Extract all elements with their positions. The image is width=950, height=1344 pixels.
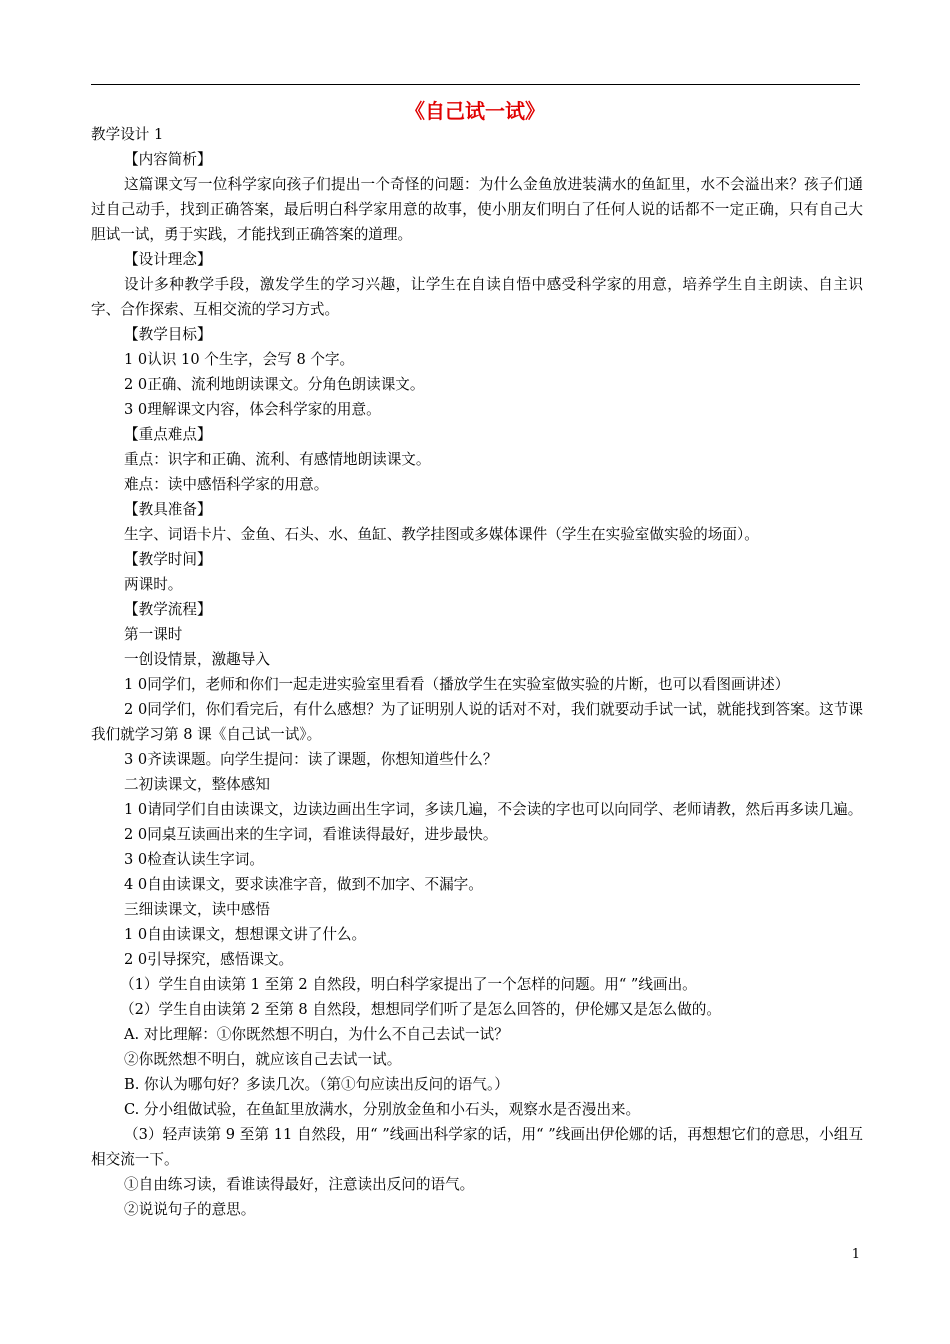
lesson-label: 第一课时 [124, 626, 183, 643]
step-item: 2 0同桌互读画出来的生字词，看谁读得最好，进步最快。 [124, 826, 498, 843]
sub-step-item: ②你既然想不明白，就应该自己去试一试。 [124, 1051, 402, 1068]
heading-teaching-time: 【教学时间】 [124, 551, 212, 568]
sub-step-item: ①自由练习读，看谁读得最好，注意读出反问的语气。 [124, 1176, 475, 1193]
step-heading: 三细读课文，读中感悟 [124, 901, 270, 918]
step-item: 2 0引导探究，感悟课文。 [124, 951, 294, 968]
sub-step-item: （1）学生自由读第 1 至第 2 自然段，明白科学家提出了一个怎样的问题。用“ ”线画出。 [120, 976, 697, 993]
heading-design-concept: 【设计理念】 [124, 251, 212, 268]
sub-step-item: B. 你认为哪句好？多读几次。（第①句应读出反问的语气。） [124, 1076, 509, 1093]
heading-teaching-goals: 【教学目标】 [124, 326, 212, 343]
heading-teaching-process: 【教学流程】 [124, 601, 212, 618]
sub-step-item: C. 分小组做试验，在鱼缸里放满水，分别放金鱼和小石头，观察水是否漫出来。 [124, 1101, 641, 1118]
difficult-point: 难点：读中感悟科学家的用意。 [124, 476, 329, 493]
sub-step-item: ②说说句子的意思。 [124, 1201, 256, 1218]
sub-step-item: （3）轻声读第 9 至第 11 自然段，用“ ”线画出科学家的话，用“ ”线画出伊伦娜的话，再想想它们的意思，小组互相交流一下。 [91, 1126, 863, 1168]
heading-materials: 【教具准备】 [124, 501, 212, 518]
step-heading: 二初读课文，整体感知 [124, 776, 270, 793]
goal-item: 3 0理解课文内容，体会科学家的用意。 [124, 401, 381, 418]
goal-item: 2 0正确、流利地朗读课文。分角色朗读课文。 [124, 376, 425, 393]
step-heading: 一创设情景，激趣导入 [124, 651, 270, 668]
paragraph-design-concept: 设计多种教学手段，激发学生的学习兴趣，让学生在自读自悟中感受科学家的用意，培养学生自主朗读、自主识字、合作探索、互相交流的学习方式。 [91, 276, 863, 318]
page-number: 1 [851, 1247, 860, 1262]
heading-content-analysis: 【内容简析】 [124, 151, 212, 168]
heading-key-points: 【重点难点】 [124, 426, 212, 443]
goal-item: 1 0认识 10 个生字，会写 8 个字。 [124, 351, 355, 368]
header-rule [91, 84, 860, 85]
sub-step-item: （2）学生自由读第 2 至第 8 自然段，想想同学们听了是怎么回答的，伊伦娜又是怎么做的。 [120, 1001, 721, 1018]
step-item: 2 0同学们，你们看完后，有什么感想？为了证明别人说的话对不对，我们就要动手试一试，就能找到答案。这节课我们就学习第 8 课《自己试一试》。 [91, 701, 863, 743]
document-body [91, 122, 863, 1222]
step-item: 1 0请同学们自由读课文，边读边画出生字词，多读几遍，不会读的字也可以向同学、老师请教，然后再多读几遍。 [124, 801, 863, 818]
teaching-time-text: 两课时。 [124, 576, 183, 593]
key-point: 重点：识字和正确、流利、有感情地朗读课文。 [124, 451, 431, 468]
section-label: 教学设计 1 [91, 126, 164, 143]
step-item: 4 0自由读课文，要求读准字音，做到不加字、不漏字。 [124, 876, 483, 893]
materials-text: 生字、词语卡片、金鱼、石头、水、鱼缸、教学挂图或多媒体课件（学生在实验室做实验的场面）。 [124, 526, 759, 543]
step-item: 3 0齐读课题。向学生提问：读了课题，你想知道些什么？ [124, 751, 498, 768]
document-title: 《自己试一试》 [405, 99, 545, 123]
step-item: 1 0同学们，老师和你们一起走进实验室里看看（播放学生在实验室做实验的片断，也可以看图画讲述） [124, 676, 790, 693]
step-item: 1 0自由读课文，想想课文讲了什么。 [124, 926, 367, 943]
sub-step-item: A. 对比理解：①你既然想不明白，为什么不自己去试一试？ [124, 1026, 509, 1043]
step-item: 3 0检查认读生字词。 [124, 851, 264, 868]
paragraph-content-analysis: 这篇课文写一位科学家向孩子们提出一个奇怪的问题：为什么金鱼放进装满水的鱼缸里，水不会溢出来？孩子们通过自己动手，找到正确答案，最后明白科学家用意的故事，使小朋友们明白了任何人说的话都不一定正确，只有自己大胆试一试，勇于实践，才能找到正确答案的道理。 [91, 176, 863, 243]
